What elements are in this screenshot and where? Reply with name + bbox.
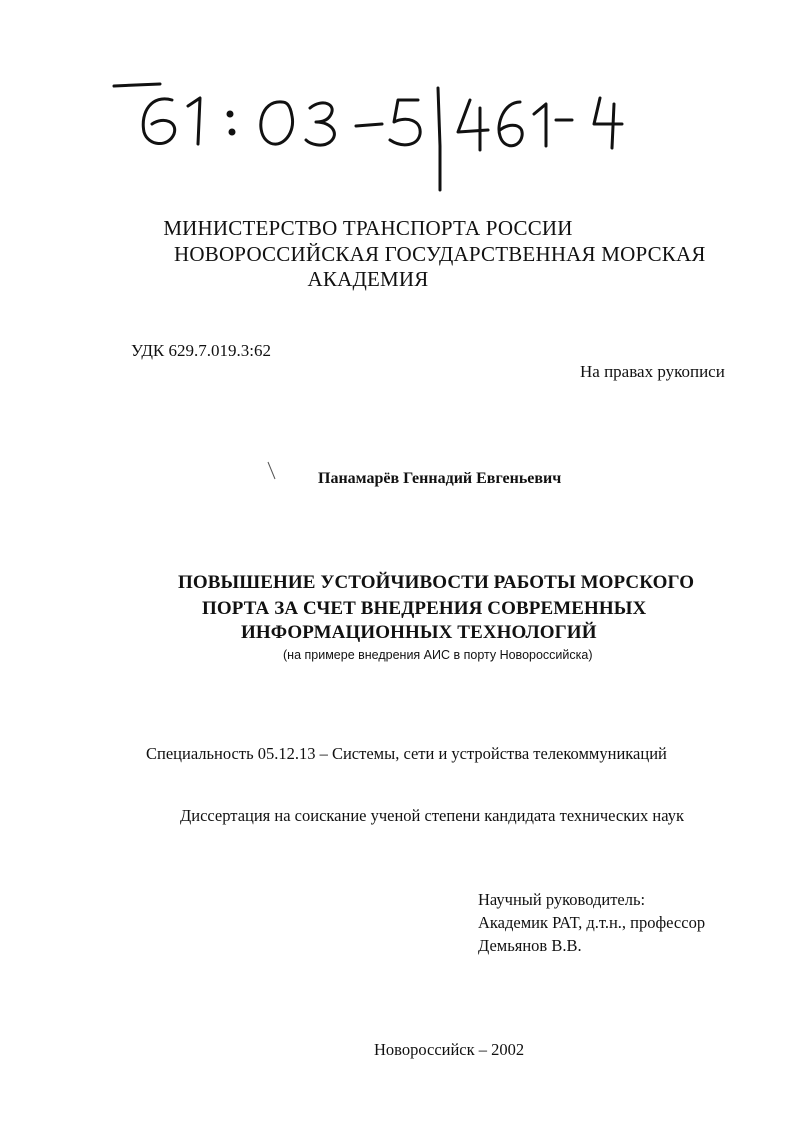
institution-line-1: МИНИСТЕРСТВО ТРАНСПОРТА РОССИИ [163, 216, 573, 240]
rights-note: На правах рукописи [580, 362, 725, 381]
supervisor-name: Демьянов В.В. [478, 936, 582, 955]
place-year: Новороссийск – 2002 [374, 1040, 525, 1059]
title-line-1: ПОВЫШЕНИЕ УСТОЙЧИВОСТИ РАБОТЫ МОРСКОГО [178, 572, 695, 593]
title-line-3: ИНФОРМАЦИОННЫХ ТЕХНОЛОГИЙ [241, 622, 597, 643]
author-name: Панамарёв Геннадий Евгеньевич [318, 470, 562, 487]
specialty-line: Специальность 05.12.13 – Системы, сети и устройства телекоммуникаций [146, 744, 667, 763]
supervisor-title: Академик РАТ, д.т.н., профессор [478, 913, 706, 932]
handwritten-code-stamp [100, 60, 660, 200]
supervisor-label: Научный руководитель: [478, 890, 646, 909]
dissertation-note: Диссертация на соискание ученой степени кандидата технических наук [180, 806, 684, 825]
udk-code: УДК 629.7.019.3:62 [131, 341, 271, 360]
stray-pen-mark [266, 460, 278, 482]
title-subtitle: (на примере внедрения АИС в порту Новороссийска) [283, 648, 593, 662]
handwritten-code-drawing [100, 60, 660, 200]
institution-line-2: НОВОРОССИЙСКАЯ ГОСУДАРСТВЕННАЯ МОРСКАЯ [174, 242, 706, 266]
institution-line-3: АКАДЕМИЯ [307, 267, 429, 291]
title-line-2: ПОРТА ЗА СЧЕТ ВНЕДРЕНИЯ СОВРЕМЕННЫХ [202, 598, 647, 619]
